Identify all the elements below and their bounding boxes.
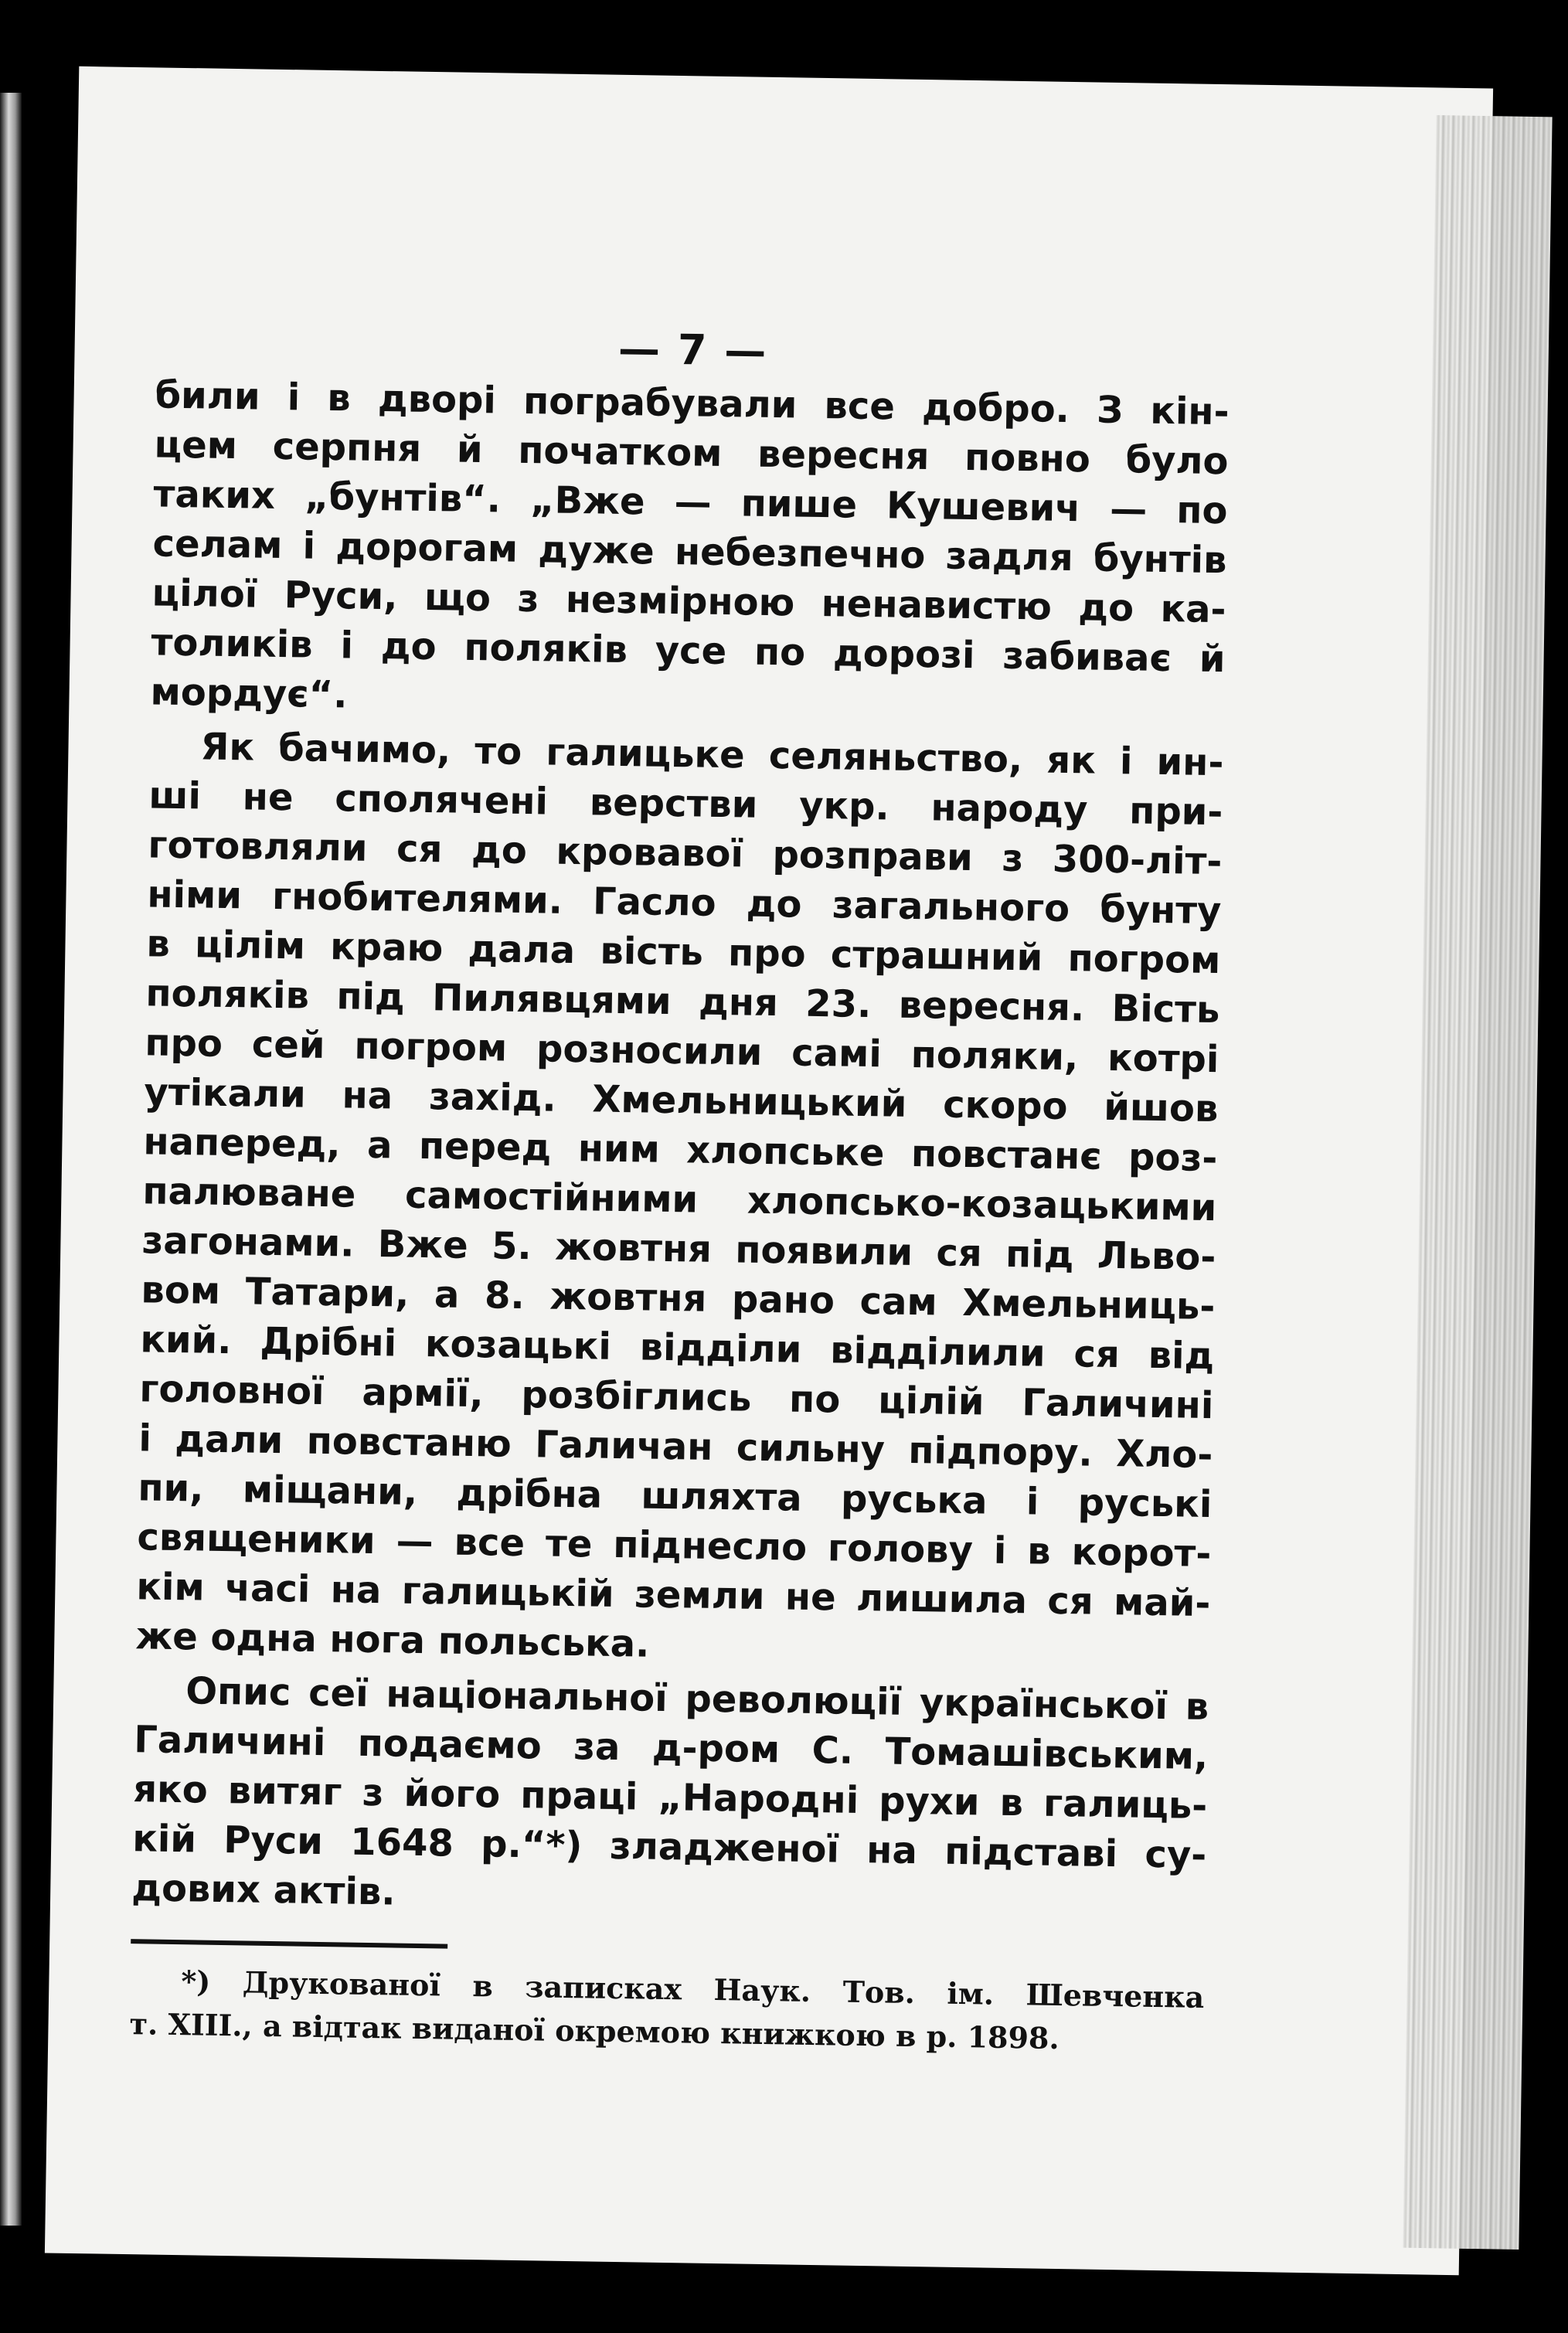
text-line: Галичині подаємо за д-ром С. Томашівським, bbox=[133, 1718, 1209, 1779]
text-line: пи, міщани, дрібна шляхта руська і руські bbox=[138, 1466, 1213, 1527]
text-line: ші не сполячені верстви укр. народу при- bbox=[148, 774, 1223, 835]
text-line: дових актів. bbox=[131, 1866, 396, 1914]
text-line: цілої Руси, що з незмірною ненавистю до ка- bbox=[151, 571, 1226, 632]
paragraph-2 bbox=[135, 721, 1224, 1678]
text-line: Опис сеї національної революції української в bbox=[185, 1669, 1209, 1729]
footnote-line: *) Друкованої в записках Наук. Тов. ім. Шевченка bbox=[181, 1964, 1205, 2015]
text-line: в цілім краю дала вість про страшний погром bbox=[146, 922, 1221, 983]
text-line: і дали повстаню Галичан сильну підпору. Хло- bbox=[138, 1416, 1213, 1478]
text-line: німи гнобителями. Гасло до загального бунту bbox=[147, 872, 1222, 934]
text-line: вом Татари, а 8. жовтня рано сам Хмельниць- bbox=[141, 1268, 1216, 1329]
text-line: яко витяг з його праці „Народні рухи в галиць- bbox=[132, 1767, 1208, 1828]
text-line: поляків під Пилявцями дня 23. вересня. Вість bbox=[145, 971, 1220, 1032]
text-line: священики — все те піднесло голову і в корот- bbox=[137, 1515, 1212, 1576]
text-line: кий. Дрібні козацькі відділи відділили ся від bbox=[140, 1318, 1215, 1379]
text-line: про сей погром розносили самі поляки, котрі bbox=[145, 1021, 1219, 1082]
paragraph-3 bbox=[131, 1665, 1209, 1930]
page-number: — 7 — bbox=[617, 324, 768, 376]
text-line: толиків і до поляків усе по дорозі забиває й bbox=[151, 621, 1226, 682]
text-line: утікали на захід. Хмельницький скоро йшов bbox=[144, 1070, 1219, 1131]
text-line: кім часі на галицькій земли не лишила ся май- bbox=[136, 1565, 1211, 1626]
text-line: Як бачимо, то галицьке селяньство, як і ин- bbox=[200, 725, 1224, 785]
text-line: цем серпня й початком вересня повно було bbox=[154, 423, 1229, 484]
footnote-divider bbox=[131, 1939, 447, 1948]
left-page-edge bbox=[0, 93, 22, 2226]
text-line: же одна нога польська. bbox=[135, 1614, 650, 1666]
text-line: головної армії, розбіглись по цілій Галичині bbox=[139, 1367, 1214, 1428]
footnote bbox=[129, 1959, 1205, 2063]
text-line: наперед, а перед ним хлопське повстанє роз- bbox=[143, 1120, 1218, 1181]
text-line: палюване самостійними хлопсько-козацькими bbox=[142, 1169, 1217, 1230]
text-block bbox=[129, 315, 1230, 2063]
text-line: готовляли ся до кровавої розправи з 300-літ- bbox=[148, 823, 1223, 884]
paragraph-1 bbox=[150, 370, 1230, 733]
text-line: таких „бунтів“. „Вже — пише Кушевич — по bbox=[153, 472, 1228, 533]
text-line: мордує“. bbox=[150, 670, 348, 717]
text-line: кій Руси 1648 р.“*) зладженої на підставі су- bbox=[131, 1817, 1207, 1877]
text-line: загонами. Вже 5. жовтня появили ся під Льво- bbox=[141, 1219, 1216, 1280]
book-page bbox=[45, 66, 1493, 2275]
text-line: били і в дворі пограбували все добро. З кін- bbox=[155, 373, 1230, 434]
footnote-line: т. XIII., а відтак виданої окремою книжкою в р. 1898. bbox=[129, 2006, 1060, 2056]
text-line: селам і дорогам дуже небезпечно задля бунтів bbox=[152, 522, 1227, 583]
